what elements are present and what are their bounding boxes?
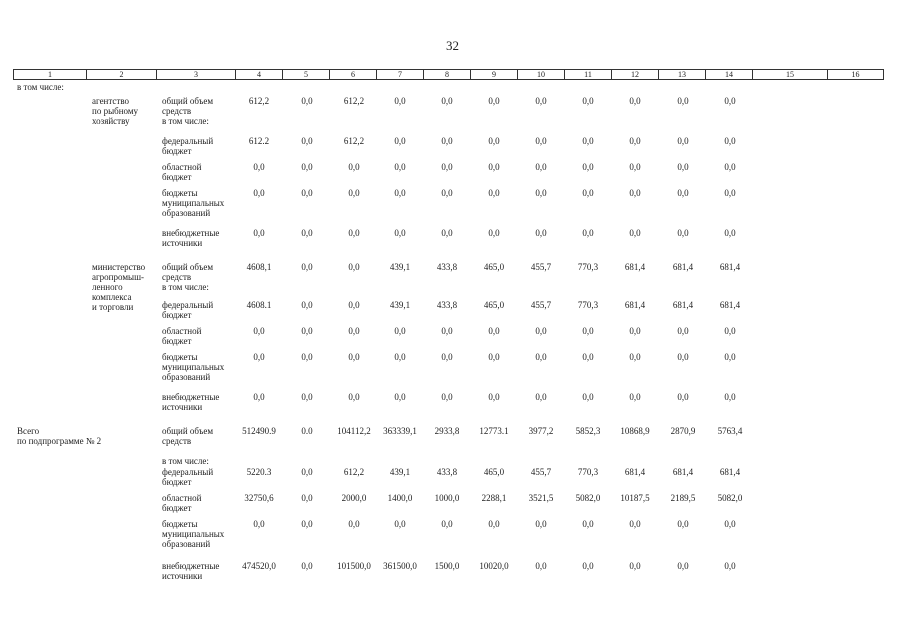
- group-total-label: Всего по подпрограмме № 2: [17, 426, 102, 446]
- row-value: 0,0: [535, 392, 547, 402]
- row-value: 0,0: [441, 519, 453, 529]
- row-value: 512490.9: [242, 426, 276, 436]
- row-value: 0,0: [535, 96, 547, 106]
- row-value: 0,0: [724, 228, 736, 238]
- row-funding-source: в том числе:: [162, 456, 209, 466]
- row-value: 0,0: [629, 519, 641, 529]
- row-value: 0,0: [488, 188, 500, 198]
- row-funding-source: бюджеты муниципальных образований: [162, 352, 225, 382]
- row-value: 770,3: [577, 262, 599, 272]
- row-value: 0,0: [301, 300, 313, 310]
- row-funding-source: бюджеты муниципальных образований: [162, 188, 225, 218]
- row-value: 681,4: [719, 467, 741, 477]
- intro-label: в том числе:: [17, 82, 64, 92]
- row-funding-source: внебюджетные источники: [162, 561, 220, 581]
- row-value: 455,7: [530, 467, 552, 477]
- row-value: 0,0: [348, 188, 360, 198]
- column-number-13: 13: [659, 70, 706, 80]
- row-value: 0,0: [629, 326, 641, 336]
- row-value: 2189,5: [670, 493, 696, 503]
- row-funding-source: общий объем средств: [162, 426, 214, 446]
- row-value: 4608.1: [246, 300, 272, 310]
- row-value: 0,0: [301, 228, 313, 238]
- row-value: 0,0: [629, 136, 641, 146]
- row-value: 0,0: [724, 136, 736, 146]
- row-value: 12773.1: [479, 426, 509, 436]
- row-value: 0,0: [488, 162, 500, 172]
- row-value: 1000,0: [434, 493, 460, 503]
- row-value: 0,0: [301, 162, 313, 172]
- row-value: 439,1: [389, 262, 411, 272]
- row-value: 0,0: [253, 392, 265, 402]
- row-value: 5220.3: [246, 467, 272, 477]
- row-value: 0,0: [677, 352, 689, 362]
- row-value: 0,0: [301, 392, 313, 402]
- row-value: 363339,1: [383, 426, 417, 436]
- row-value: 465,0: [483, 467, 505, 477]
- row-value: 0,0: [677, 392, 689, 402]
- row-value: 0,0: [441, 228, 453, 238]
- row-funding-source: федеральный бюджет: [162, 136, 214, 156]
- row-value: 1400,0: [387, 493, 413, 503]
- row-value: 0,0: [348, 162, 360, 172]
- row-value: 2288,1: [481, 493, 507, 503]
- row-value: 612,2: [343, 136, 365, 146]
- row-value: 10187,5: [620, 493, 650, 503]
- row-value: 0,0: [441, 326, 453, 336]
- row-value: 0,0: [582, 188, 594, 198]
- row-value: 0,0: [441, 352, 453, 362]
- row-value: 0,0: [348, 228, 360, 238]
- row-value: 3521,5: [528, 493, 554, 503]
- row-value: 465,0: [483, 300, 505, 310]
- row-value: 0,0: [301, 352, 313, 362]
- row-value: 681,4: [672, 262, 694, 272]
- row-value: 0,0: [488, 96, 500, 106]
- row-value: 10868,9: [620, 426, 650, 436]
- row-value: 0,0: [724, 392, 736, 402]
- row-value: 0,0: [348, 519, 360, 529]
- column-number-11: 11: [565, 70, 612, 80]
- row-value: 455,7: [530, 300, 552, 310]
- row-value: 2000,0: [341, 493, 367, 503]
- row-value: 0,0: [253, 188, 265, 198]
- column-number-3: 3: [157, 70, 236, 80]
- row-value: 0,0: [488, 326, 500, 336]
- row-value: 0,0: [301, 136, 313, 146]
- row-funding-source: бюджеты муниципальных образований: [162, 519, 225, 549]
- row-value: 0,0: [301, 467, 313, 477]
- column-number-header: [13, 69, 884, 80]
- row-value: 0,0: [441, 188, 453, 198]
- column-number-2: 2: [87, 70, 157, 80]
- row-value: 104112,2: [337, 426, 371, 436]
- row-value: 5852,3: [575, 426, 601, 436]
- row-value: 770,3: [577, 467, 599, 477]
- row-value: 433,8: [436, 467, 458, 477]
- row-value: 0,0: [535, 326, 547, 336]
- column-number-9: 9: [471, 70, 518, 80]
- row-value: 681,4: [672, 300, 694, 310]
- row-funding-source: общий объем средств в том числе:: [162, 262, 214, 292]
- row-value: 0,0: [301, 493, 313, 503]
- row-value: 0,0: [677, 162, 689, 172]
- row-value: 0,0: [582, 392, 594, 402]
- row-value: 0,0: [348, 352, 360, 362]
- row-funding-source: внебюджетные источники: [162, 392, 220, 412]
- row-value: 0,0: [394, 326, 406, 336]
- row-value: 0,0: [253, 162, 265, 172]
- row-value: 0,0: [677, 561, 689, 571]
- row-value: 0,0: [629, 96, 641, 106]
- row-value: 0,0: [394, 352, 406, 362]
- column-number-5: 5: [283, 70, 330, 80]
- row-value: 0,0: [629, 561, 641, 571]
- row-value: 439,1: [389, 467, 411, 477]
- column-number-6: 6: [330, 70, 377, 80]
- row-value: 0.0: [301, 426, 313, 436]
- row-value: 0,0: [488, 228, 500, 238]
- row-value: 0,0: [253, 228, 265, 238]
- row-value: 0,0: [348, 392, 360, 402]
- row-value: 439,1: [389, 300, 411, 310]
- row-value: 612.2: [248, 136, 270, 146]
- row-value: 4608,1: [246, 262, 272, 272]
- row-funding-source: внебюджетные источники: [162, 228, 220, 248]
- row-value: 0,0: [677, 326, 689, 336]
- row-value: 0,0: [582, 96, 594, 106]
- row-value: 0,0: [724, 326, 736, 336]
- row-value: 0,0: [301, 96, 313, 106]
- row-value: 0,0: [677, 188, 689, 198]
- row-value: 433,8: [436, 300, 458, 310]
- row-funding-source: федеральный бюджет: [162, 467, 214, 487]
- column-number-4: 4: [236, 70, 283, 80]
- row-value: 681,4: [719, 300, 741, 310]
- column-number-15: 15: [753, 70, 828, 80]
- row-value: 0,0: [535, 136, 547, 146]
- row-value: 2933,8: [434, 426, 460, 436]
- row-value: 0,0: [535, 228, 547, 238]
- row-value: 0,0: [582, 228, 594, 238]
- row-value: 0,0: [441, 136, 453, 146]
- row-value: 361500,0: [383, 561, 417, 571]
- row-value: 770,3: [577, 300, 599, 310]
- column-number-8: 8: [424, 70, 471, 80]
- column-number-16: 16: [828, 70, 884, 80]
- row-value: 5082,0: [575, 493, 601, 503]
- row-value: 0,0: [629, 162, 641, 172]
- row-value: 0,0: [348, 300, 360, 310]
- row-value: 0,0: [394, 188, 406, 198]
- row-value: 5763,4: [717, 426, 743, 436]
- row-funding-source: областной бюджет: [162, 493, 202, 513]
- row-value: 0,0: [677, 136, 689, 146]
- row-value: 0,0: [582, 352, 594, 362]
- column-number-12: 12: [612, 70, 659, 80]
- row-value: 0,0: [394, 519, 406, 529]
- row-value: 0,0: [488, 392, 500, 402]
- row-value: 0,0: [348, 326, 360, 336]
- row-value: 0,0: [488, 136, 500, 146]
- row-value: 0,0: [629, 352, 641, 362]
- row-value: 0,0: [582, 136, 594, 146]
- row-value: 612,2: [343, 467, 365, 477]
- row-value: 0,0: [301, 519, 313, 529]
- row-funding-source: областной бюджет: [162, 162, 202, 182]
- row-value: 0,0: [582, 326, 594, 336]
- row-value: 0,0: [535, 519, 547, 529]
- row-value: 0,0: [724, 519, 736, 529]
- row-value: 455,7: [530, 262, 552, 272]
- row-value: 0,0: [441, 162, 453, 172]
- row-value: 0,0: [394, 96, 406, 106]
- row-funding-source: областной бюджет: [162, 326, 202, 346]
- row-value: 612,2: [343, 96, 365, 106]
- column-number-1: 1: [14, 70, 87, 80]
- row-value: 0,0: [488, 352, 500, 362]
- row-value: 433,8: [436, 262, 458, 272]
- column-number-10: 10: [518, 70, 565, 80]
- row-value: 0,0: [394, 392, 406, 402]
- row-value: 101500,0: [337, 561, 371, 571]
- row-value: 0,0: [629, 228, 641, 238]
- row-value: 32750,6: [244, 493, 274, 503]
- row-value: 0,0: [677, 228, 689, 238]
- row-value: 681,4: [719, 262, 741, 272]
- row-value: 0,0: [253, 326, 265, 336]
- row-value: 0,0: [582, 519, 594, 529]
- row-value: 0,0: [724, 561, 736, 571]
- row-value: 0,0: [301, 188, 313, 198]
- row-value: 0,0: [724, 188, 736, 198]
- row-value: 10020,0: [479, 561, 509, 571]
- column-number-7: 7: [377, 70, 424, 80]
- row-value: 681,4: [624, 300, 646, 310]
- row-value: 0,0: [253, 519, 265, 529]
- row-value: 681,4: [624, 262, 646, 272]
- row-value: 0,0: [301, 561, 313, 571]
- row-value: 0,0: [724, 96, 736, 106]
- row-funding-source: общий объем средств в том числе:: [162, 96, 214, 126]
- column-number-14: 14: [706, 70, 753, 80]
- row-value: 0,0: [535, 561, 547, 571]
- row-value: 1500,0: [434, 561, 460, 571]
- row-value: 3977,2: [528, 426, 554, 436]
- row-value: 474520,0: [242, 561, 276, 571]
- row-value: 465,0: [483, 262, 505, 272]
- group-agency-name: агентство по рыбному хозяйству: [92, 96, 139, 126]
- row-value: 0,0: [348, 262, 360, 272]
- row-value: 0,0: [253, 352, 265, 362]
- row-value: 0,0: [629, 188, 641, 198]
- row-value: 0,0: [535, 188, 547, 198]
- group-agency-name: министерство агропромыш- ленного комплекса и торговли: [92, 262, 146, 312]
- row-value: 0,0: [301, 262, 313, 272]
- row-value: 0,0: [488, 519, 500, 529]
- row-value: 0,0: [582, 162, 594, 172]
- row-value: 0,0: [535, 352, 547, 362]
- row-value: 0,0: [394, 162, 406, 172]
- row-value: 2870,9: [670, 426, 696, 436]
- row-value: 681,4: [624, 467, 646, 477]
- row-value: 0,0: [535, 162, 547, 172]
- row-value: 0,0: [394, 228, 406, 238]
- row-value: 5082,0: [717, 493, 743, 503]
- row-value: 0,0: [441, 392, 453, 402]
- row-value: 0,0: [677, 96, 689, 106]
- row-value: 0,0: [724, 162, 736, 172]
- page-number: 32: [446, 38, 459, 53]
- row-value: 0,0: [301, 326, 313, 336]
- row-value: 0,0: [629, 392, 641, 402]
- row-value: 0,0: [582, 561, 594, 571]
- row-value: 612,2: [248, 96, 270, 106]
- row-value: 0,0: [724, 352, 736, 362]
- row-value: 0,0: [441, 96, 453, 106]
- row-value: 0,0: [677, 519, 689, 529]
- row-value: 681,4: [672, 467, 694, 477]
- row-funding-source: федеральный бюджет: [162, 300, 214, 320]
- row-value: 0,0: [394, 136, 406, 146]
